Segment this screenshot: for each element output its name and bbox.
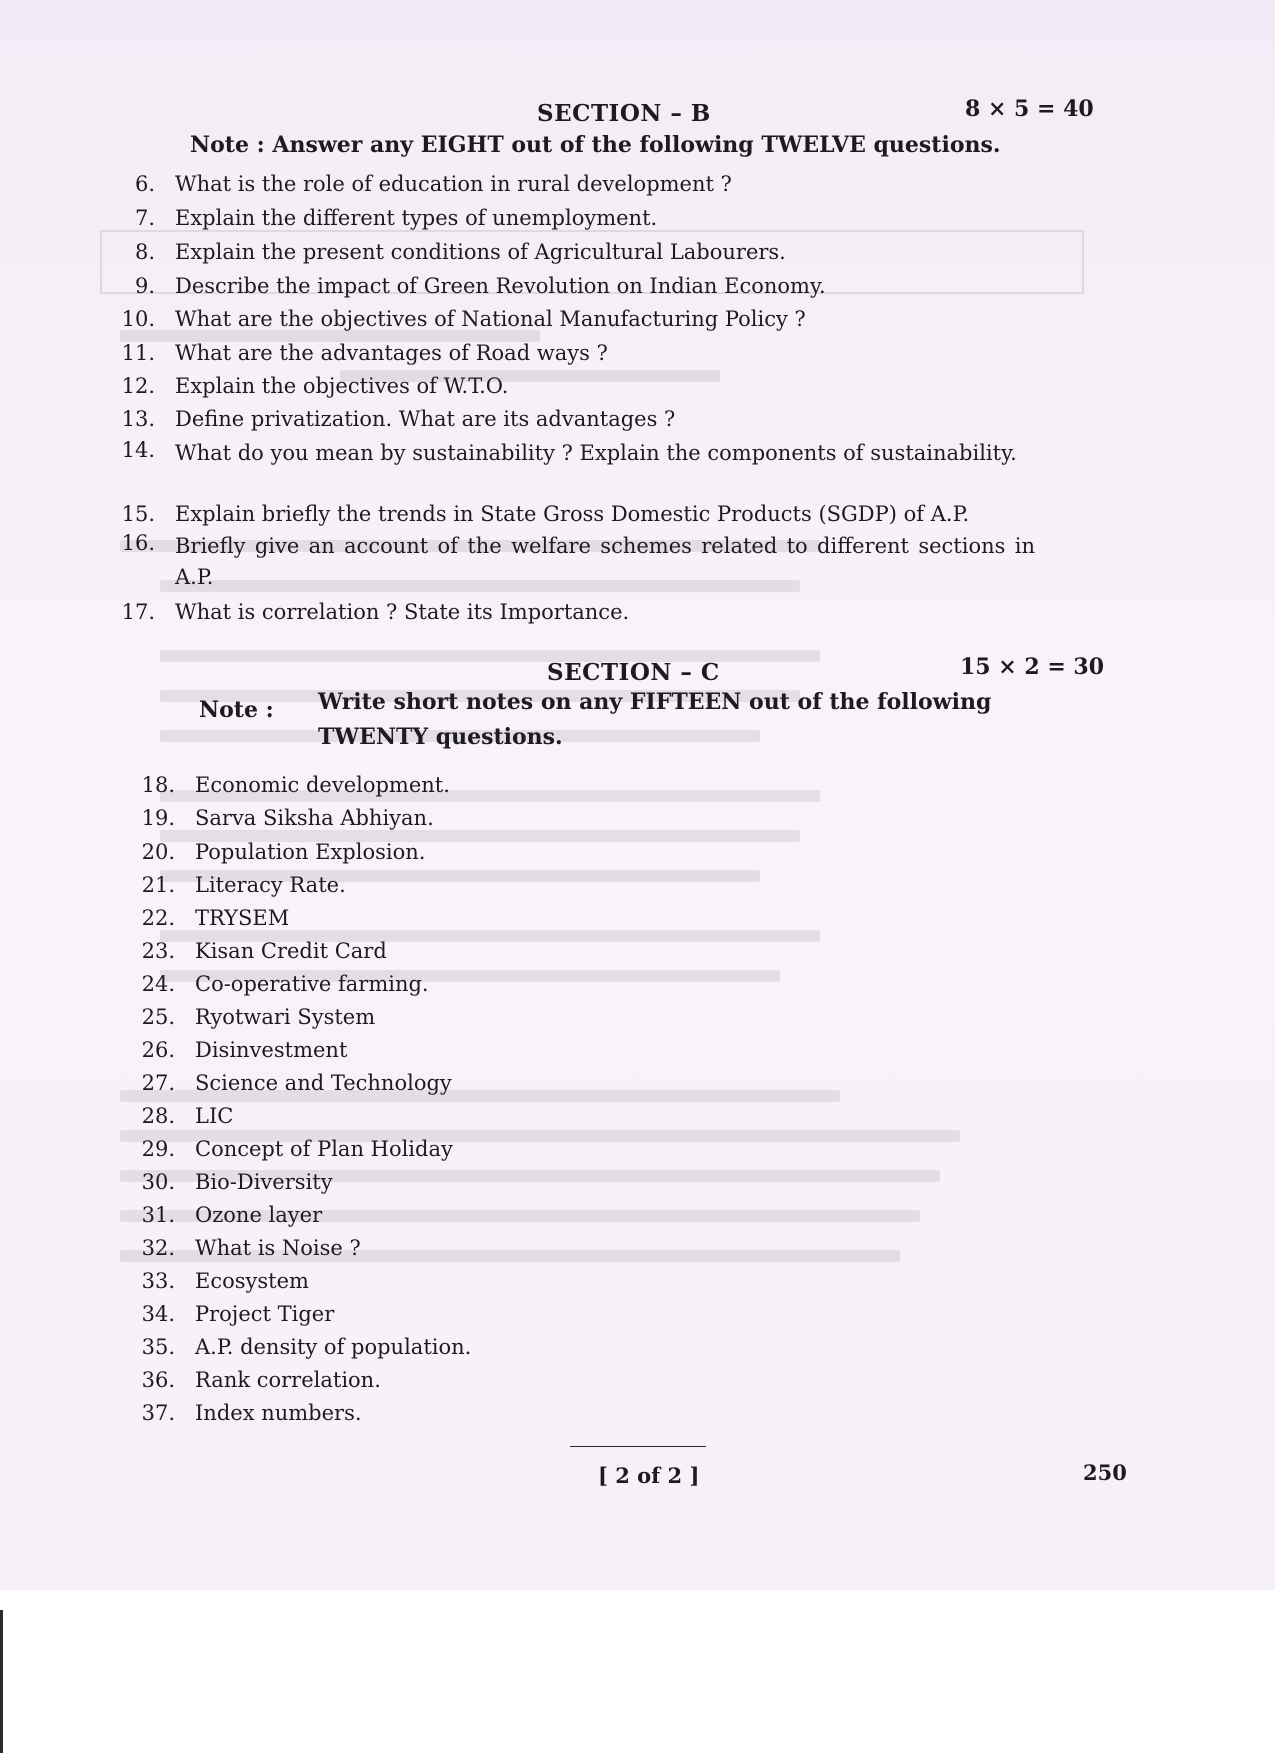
- section-c-marks: 15 × 2 = 30: [960, 654, 1105, 680]
- question-number: 18.: [141, 773, 175, 797]
- question-number: 25.: [141, 1005, 175, 1029]
- question-text: Kisan Credit Card: [195, 939, 387, 963]
- question-text: Explain the different types of unemployment.: [175, 206, 658, 230]
- question-text: Explain briefly the trends in State Gross Domestic Products (SGDP) of A.P.: [175, 502, 970, 526]
- question-text: What is Noise ?: [195, 1236, 361, 1260]
- section-c-title: SECTION – C: [547, 659, 720, 686]
- question-text: Bio-Diversity: [195, 1170, 333, 1194]
- question-text: Explain the present conditions of Agricultural Labourers.: [175, 240, 786, 264]
- question-text: Disinvestment: [195, 1038, 348, 1062]
- question-number: 7.: [134, 206, 155, 230]
- question-number: 37.: [141, 1401, 175, 1425]
- question-number: 8.: [134, 240, 155, 264]
- question-number: 12.: [121, 374, 155, 398]
- page-edge-shadow: [0, 1610, 3, 1753]
- question-number: 35.: [141, 1335, 175, 1359]
- question-number: 9.: [134, 274, 155, 298]
- question-text: What are the advantages of Road ways ?: [175, 341, 608, 365]
- question-number: 31.: [141, 1203, 175, 1227]
- question-number: 36.: [141, 1368, 175, 1392]
- question-text: Co-operative farming.: [195, 972, 429, 996]
- question-number: 11.: [121, 341, 155, 365]
- question-text: Explain the objectives of W.T.O.: [175, 374, 509, 398]
- question-number: 15.: [121, 502, 155, 526]
- question-text: Science and Technology: [195, 1071, 452, 1095]
- page-number: [ 2 of 2 ]: [598, 1463, 700, 1488]
- question-text: LIC: [195, 1104, 234, 1128]
- question-text: Define privatization. What are its advantages ?: [175, 407, 676, 431]
- question-number: 17.: [121, 600, 155, 624]
- question-number: 30.: [141, 1170, 175, 1194]
- question-number: 26.: [141, 1038, 175, 1062]
- question-text: What are the objectives of National Manufacturing Policy ?: [175, 307, 806, 331]
- question-text: Economic development.: [195, 773, 450, 797]
- question-text: Index numbers.: [195, 1401, 362, 1425]
- question-number: 23.: [141, 939, 175, 963]
- section-c-note-label: Note :: [199, 697, 274, 723]
- question-text: Ozone layer: [195, 1203, 323, 1227]
- section-b-note: Note : Answer any EIGHT out of the following TWELVE questions.: [190, 132, 1001, 158]
- question-text: What do you mean by sustainability ? Explain the components of sustainability.: [175, 441, 1017, 465]
- question-text: Ecosystem: [195, 1269, 309, 1293]
- question-number: 33.: [141, 1269, 175, 1293]
- question-text: Ryotwari System: [195, 1005, 376, 1029]
- question-text: Concept of Plan Holiday: [195, 1137, 453, 1161]
- question-number: 19.: [141, 806, 175, 830]
- question-text: Describe the impact of Green Revolution on Indian Economy.: [175, 274, 826, 298]
- question-number: 20.: [141, 840, 175, 864]
- question-number: 27.: [141, 1071, 175, 1095]
- question-text: What is the role of education in rural development ?: [175, 172, 732, 196]
- question-number: 22.: [141, 906, 175, 930]
- paper-code: 250: [1083, 1460, 1127, 1485]
- question-number: 21.: [141, 873, 175, 897]
- question-number: 6.: [134, 172, 155, 196]
- question-text: Population Explosion.: [195, 840, 426, 864]
- question-number: 13.: [121, 407, 155, 431]
- question-number: 16.: [121, 531, 155, 555]
- section-b-marks: 8 × 5 = 40: [965, 96, 1094, 122]
- question-text: Literacy Rate.: [195, 873, 346, 897]
- question-text: Sarva Siksha Abhiyan.: [195, 806, 434, 830]
- question-text: Project Tiger: [195, 1302, 335, 1326]
- question-number: 24.: [141, 972, 175, 996]
- section-b-title: SECTION – B: [537, 100, 711, 127]
- question-text: Briefly give an account of the welfare schemes related to different sections in A.P.: [175, 534, 1035, 589]
- question-number: 14.: [121, 438, 155, 462]
- page-bottom-margin: [0, 1590, 1275, 1753]
- question-number: 10.: [121, 307, 155, 331]
- question-number: 34.: [141, 1302, 175, 1326]
- question-text: TRYSEM: [195, 906, 290, 930]
- question-number: 28.: [141, 1104, 175, 1128]
- question-text: Rank correlation.: [195, 1368, 381, 1392]
- question-number: 29.: [141, 1137, 175, 1161]
- footer-divider: [570, 1446, 706, 1447]
- question-number: 32.: [141, 1236, 175, 1260]
- section-c-note-line2: TWENTY questions.: [318, 724, 563, 750]
- question-text: A.P. density of population.: [195, 1335, 472, 1359]
- section-c-note-line1: Write short notes on any FIFTEEN out of the following: [318, 689, 992, 715]
- question-text: What is correlation ? State its Importance.: [175, 600, 630, 624]
